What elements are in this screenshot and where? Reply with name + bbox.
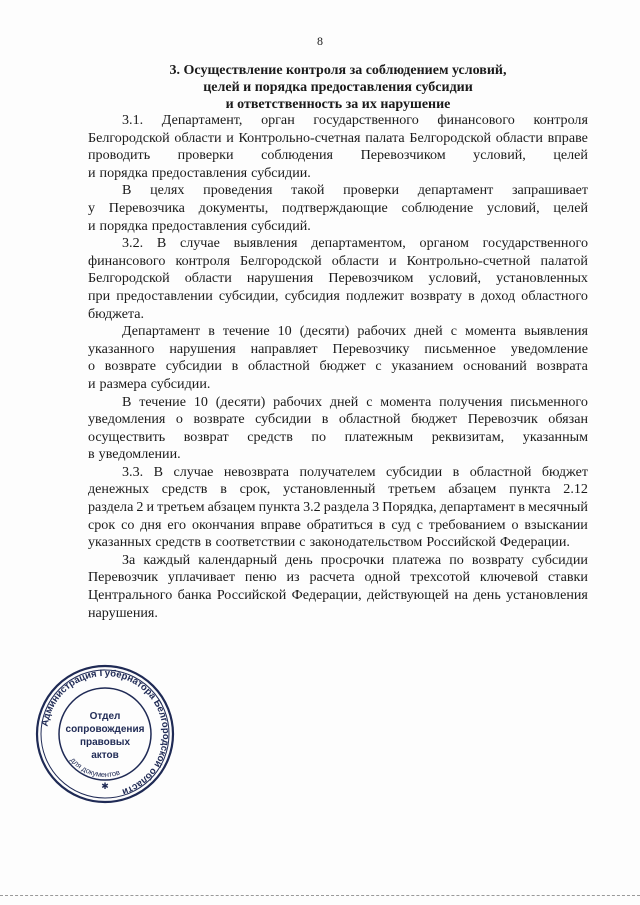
stamp-center-line: сопровождения (65, 724, 145, 735)
word: возврате (104, 358, 156, 375)
word: день (473, 587, 501, 604)
word: бюджет (541, 463, 588, 480)
word: выявления (233, 235, 298, 252)
word: вправе (547, 129, 588, 146)
word: течение (222, 323, 270, 340)
word: В (153, 463, 163, 480)
word: Белгородской (409, 129, 492, 146)
word: момента (380, 393, 432, 410)
word: средств (161, 481, 208, 498)
word: окончания (191, 516, 255, 533)
word: требованием (428, 516, 506, 533)
word: возврат (183, 428, 229, 445)
word: обязан (548, 411, 588, 428)
word: уплачивает (167, 569, 236, 586)
word: денежных (88, 481, 150, 498)
paragraph-line (88, 517, 588, 535)
word: возврата (536, 358, 588, 375)
section-title-line: целей и порядка предоставления субсидии (203, 80, 473, 95)
word: при (88, 287, 111, 304)
word: За (122, 551, 136, 568)
word: дня (140, 516, 162, 533)
word: и (226, 129, 234, 146)
paragraph-line (88, 182, 588, 200)
paragraph-line (88, 288, 588, 306)
word: возврате (193, 411, 245, 428)
word: установления (506, 587, 588, 604)
word: возврату (410, 287, 462, 304)
word: субсидий. (251, 217, 311, 234)
word: и (388, 252, 397, 269)
word: органом (419, 235, 469, 252)
word: условий, (473, 147, 526, 164)
word: 3.2 (303, 499, 321, 516)
word: расчета (309, 569, 355, 586)
word: области (495, 129, 543, 146)
paragraph-line (88, 270, 588, 288)
word: проведения (203, 182, 273, 199)
word: субсидия (284, 287, 340, 304)
word: (десяти) (215, 393, 266, 410)
paragraph-line (88, 446, 588, 464)
word: установленный (283, 481, 376, 498)
paragraph-line (88, 429, 588, 447)
word: просрочки (320, 551, 385, 568)
word: субсидии, (218, 287, 279, 304)
word: субсидии (386, 463, 443, 480)
word: указанных (88, 534, 152, 551)
word: уведомлении. (98, 446, 181, 463)
word: раздела (323, 499, 370, 516)
stamp-outer-text: Администрация Губернатора Белгородской области (39, 667, 172, 798)
word: финансового (88, 252, 166, 269)
word: в (518, 499, 525, 516)
word: указанным (522, 428, 588, 445)
paragraph-line (88, 235, 588, 253)
word: на (454, 587, 469, 604)
word: по (449, 551, 464, 568)
word: и (88, 164, 96, 181)
word: финансового (437, 112, 515, 128)
word: порядка (99, 217, 148, 234)
word: со (121, 516, 135, 533)
paragraph-line (88, 552, 588, 570)
word: каждый (143, 551, 191, 568)
word: субсидии (165, 358, 222, 375)
word: Российской (426, 534, 496, 551)
word: Департамент, (161, 112, 243, 128)
word: субсидии (531, 551, 588, 568)
word: срок, (239, 481, 271, 498)
word: проверки (343, 182, 400, 199)
word: рабочих (357, 323, 407, 340)
word: возврату (471, 551, 524, 568)
word: контроля (533, 112, 588, 128)
word: бюджета. (88, 305, 145, 322)
word: и (88, 375, 96, 392)
word: установленных (496, 270, 588, 287)
word: вправе (260, 516, 301, 533)
paragraph-line (88, 112, 588, 130)
word: департамент (439, 499, 516, 516)
word: государственного (313, 112, 419, 128)
paragraph-line (88, 394, 588, 412)
word: обратиться (306, 516, 373, 533)
word: случае (179, 235, 220, 252)
word: средств (247, 428, 293, 445)
word: из (286, 569, 300, 586)
paragraph-line (88, 218, 588, 236)
stamp-center-line: Отдел (89, 711, 121, 722)
word: реквизитам, (431, 428, 505, 445)
word: Перевозчику (332, 340, 410, 357)
word: невозврата (223, 463, 289, 480)
word: 10 (193, 393, 208, 410)
paragraph-line (88, 464, 588, 482)
paragraph-line (88, 165, 588, 183)
stamp-star-icon: ✱ (101, 781, 109, 791)
word: В (122, 393, 132, 410)
word: законодательством (309, 534, 423, 551)
word: одной (364, 569, 401, 586)
word: течение (139, 393, 186, 410)
word: ключевой (479, 569, 539, 586)
word: размера (99, 375, 147, 392)
word: платежа (392, 551, 442, 568)
word: Перевозчиком (328, 270, 414, 287)
word: месячный (528, 499, 588, 516)
word: порядка (99, 164, 148, 181)
word: бюджет (319, 358, 366, 375)
word: целей (553, 147, 588, 164)
word: получения (439, 393, 503, 410)
word: с (366, 393, 373, 410)
word: Порядка, (382, 499, 437, 516)
word: в (468, 287, 475, 304)
word: подлежит (345, 287, 405, 304)
word: проводить (88, 147, 151, 164)
word: средств (155, 534, 201, 551)
word: уведомление (510, 340, 588, 357)
word: областной (338, 411, 401, 428)
word: 3.3. (122, 463, 144, 480)
word: целей (553, 199, 588, 216)
word: случае (173, 463, 214, 480)
word: и (146, 499, 155, 516)
word: третьем (157, 499, 205, 516)
stamp-inner-text: для документов (68, 755, 121, 780)
word: момента (465, 323, 517, 340)
word: 3.2. (122, 235, 144, 252)
word: нарушения (169, 340, 236, 357)
word: в (220, 481, 227, 498)
bottom-divider (0, 895, 640, 898)
paragraph-line (88, 605, 588, 623)
document-body (88, 112, 588, 622)
word: В (156, 235, 167, 252)
word: подтверждающие (282, 199, 388, 216)
word: Центрального (88, 587, 173, 604)
word: письменное (424, 340, 496, 357)
word: области (174, 129, 222, 146)
word: субсидии. (150, 375, 211, 392)
word: Перевозчик (88, 569, 159, 586)
word: банка (177, 587, 212, 604)
word: платежным (344, 428, 414, 445)
word: палатой (540, 252, 588, 269)
word: ставки (548, 569, 588, 586)
word: письменного (510, 393, 588, 410)
word: запрашивает (511, 182, 588, 199)
paragraph-line (88, 323, 588, 341)
word: пеню (244, 569, 277, 586)
word: Белгородской (240, 252, 322, 269)
word: Департамент (122, 323, 201, 340)
word: рабочих (273, 393, 323, 410)
word: департаментом, (311, 235, 406, 252)
word: 2 (136, 499, 144, 516)
word: области (331, 252, 379, 269)
word: 3.1. (122, 112, 144, 128)
paragraph-line (88, 481, 588, 499)
word: с (375, 358, 382, 375)
word: дней (329, 393, 359, 410)
word: 3 (372, 499, 380, 516)
word: Перевозчиком (360, 147, 446, 164)
paragraph-line (88, 253, 588, 271)
word: его (167, 516, 187, 533)
paragraph-line (88, 147, 588, 165)
word: областной (469, 463, 532, 480)
word: день (285, 551, 313, 568)
word: абзацем (448, 481, 497, 498)
section-title (88, 62, 588, 113)
word: пункта (509, 481, 551, 498)
word: субсидии. (251, 164, 311, 181)
paragraph-line (88, 411, 588, 429)
word: орган (261, 112, 295, 128)
word: 2.12 (563, 481, 588, 498)
word: соблюдение (401, 199, 474, 216)
word: указанного (88, 340, 155, 357)
word: Белгородской (88, 129, 170, 146)
word: в (208, 323, 215, 340)
paragraph-line (88, 306, 588, 324)
word: Перевозчика (108, 199, 185, 216)
word: контроля (175, 252, 230, 269)
word: в (88, 446, 95, 463)
word: соблюдения (261, 147, 334, 164)
word: указанием (391, 358, 454, 375)
word: взыскании (524, 516, 588, 533)
word: предоставления (151, 164, 248, 181)
word: предоставлении (116, 287, 213, 304)
word: о (511, 516, 519, 533)
word: субсидии (255, 411, 312, 428)
paragraph-line (88, 200, 588, 218)
page-number: 8 (317, 34, 323, 48)
word: 10 (277, 323, 292, 340)
word: третьем (388, 481, 436, 498)
word: предоставления (151, 217, 248, 234)
word: выявления (524, 323, 588, 340)
paragraph-line (88, 587, 588, 605)
word: Контрольно-счетной (406, 252, 531, 269)
section-title-line: и ответственность за их нарушение (225, 97, 451, 112)
word: по (311, 428, 327, 445)
word: проверки (177, 147, 234, 164)
word: уведомления (88, 411, 166, 428)
word: Перевозчик (467, 411, 538, 428)
word: срок (88, 516, 116, 533)
word: в (452, 463, 460, 480)
word: суд (391, 516, 411, 533)
word: о (175, 411, 183, 428)
word: о (88, 358, 96, 375)
word: нарушения (246, 270, 314, 287)
paragraph-line (88, 376, 588, 394)
word: условий, (428, 270, 482, 287)
word: в (321, 411, 329, 428)
word: оснований (463, 358, 527, 375)
word: с (416, 516, 423, 533)
word: в (231, 358, 239, 375)
word: направляет (250, 340, 318, 357)
word: Федерации. (499, 534, 570, 551)
stamp-center-line: правовых (79, 737, 131, 748)
paragraph-line (88, 358, 588, 376)
word: области (184, 270, 232, 287)
word: Российской (216, 587, 287, 604)
word: документы, (198, 199, 269, 216)
section-title-line: 3. Осуществление контроля за соблюдением условий, (169, 63, 507, 78)
word: такой (291, 182, 325, 199)
paragraph-line (88, 569, 588, 587)
word: в (205, 534, 212, 551)
word: областного (521, 287, 588, 304)
word: трехсотой (410, 569, 471, 586)
word: с (450, 323, 458, 340)
word: календарный (198, 551, 278, 568)
paragraph-line (88, 130, 588, 148)
word: раздела (88, 499, 134, 516)
paragraph-line (88, 341, 588, 359)
word: абзацем (207, 499, 256, 516)
word: нарушения. (88, 604, 158, 621)
word: В (122, 182, 132, 199)
word: (десяти) (299, 323, 350, 340)
word: пункта (258, 499, 301, 516)
word: доход (480, 287, 516, 304)
word: бюджет (411, 411, 458, 428)
word: условий, (486, 199, 540, 216)
word: осуществить (88, 428, 166, 445)
word: Контрольно-счетная (238, 129, 361, 146)
word: с (299, 534, 306, 551)
stamp-center-line: актов (91, 750, 119, 761)
word: дней (414, 323, 443, 340)
word: целях (150, 182, 185, 199)
word: у (88, 199, 96, 216)
word: и (88, 217, 96, 234)
official-stamp (34, 663, 176, 805)
word: действующей (367, 587, 449, 604)
word: государственного (482, 235, 588, 252)
word: департамент (417, 182, 494, 199)
paragraph-line (88, 499, 588, 517)
word: Федерации, (291, 587, 362, 604)
word: соответствии (215, 534, 296, 551)
word: в (378, 516, 386, 533)
word: областной (248, 358, 310, 375)
paragraph-line (88, 534, 588, 552)
word: Белгородской (88, 270, 170, 287)
word: получателем (299, 463, 376, 480)
word: палата (365, 129, 405, 146)
